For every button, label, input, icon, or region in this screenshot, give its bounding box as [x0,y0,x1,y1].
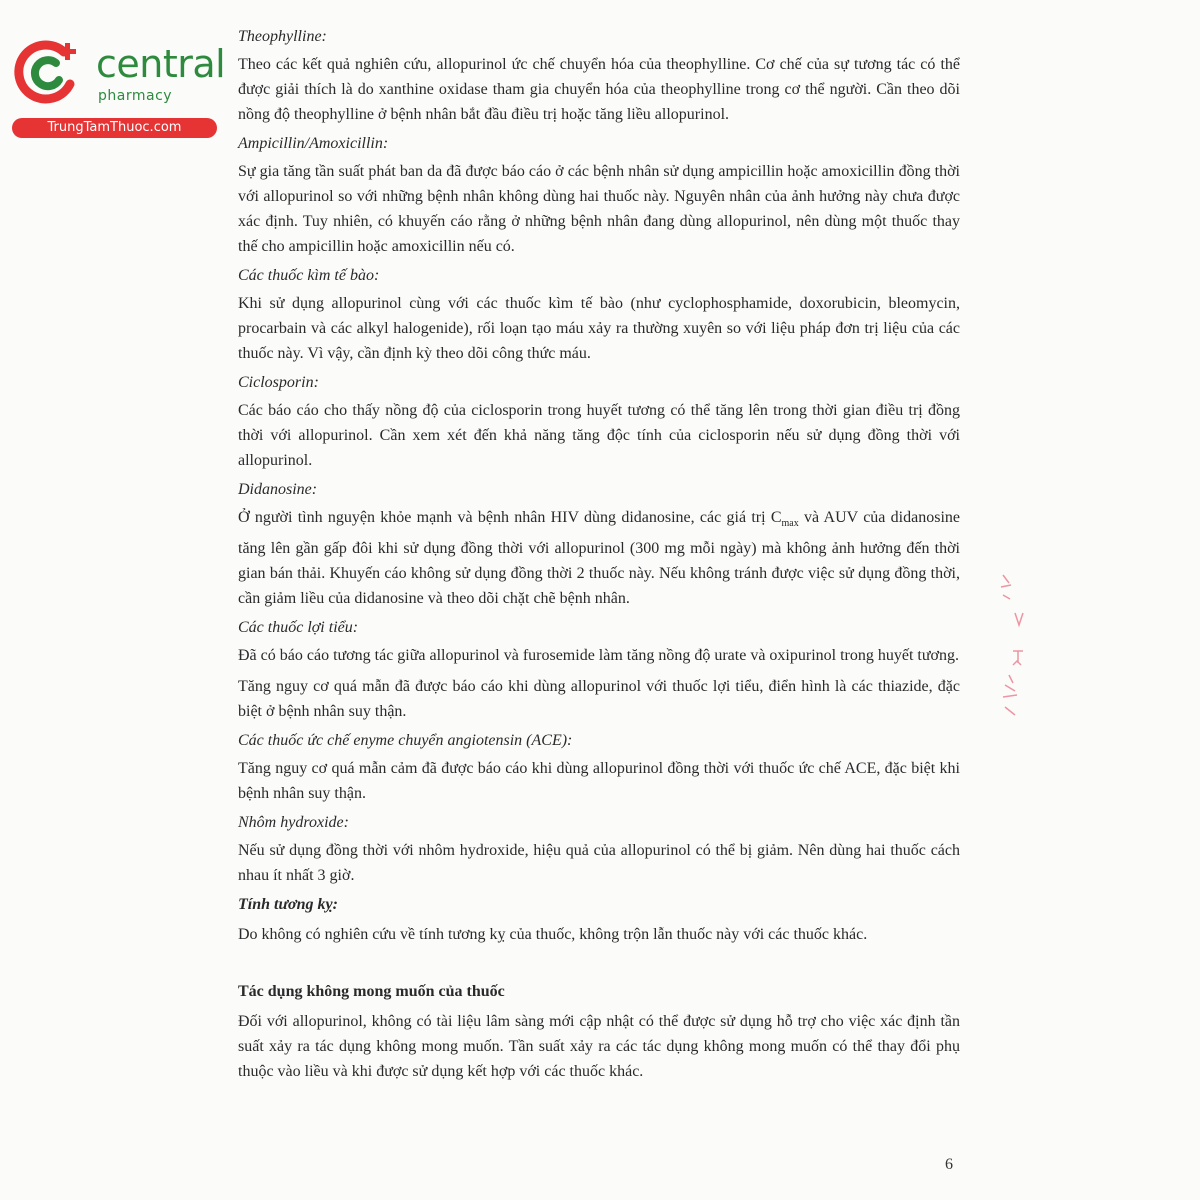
section-title: Didanosine: [238,481,318,498]
section-compatibility [238,894,960,947]
section-title: Các thuốc lợi tiểu: [238,619,359,637]
paragraph: Sự gia tăng tần suất phát ban da đã được báo cáo ở các bệnh nhân sử dụng ampicillin hoặc amoxicillin đồng thời với allopurinol so với những bệnh nhân không dùng hai thuốc này. Nguyên nhân của ảnh hưởng này chưa được xác định. Tuy nhiên, có khuyến cáo rằng ở những bệnh nhân đang dùng allopurinol, nên dùng một thuốc thay thế cho ampicillin hoặc amoxicillin nếu có. [238,163,960,255]
logo-subtitle: pharmacy [98,88,173,104]
logo-banner: TrungTamThuoc.com [12,118,217,138]
section-ciclosporin [238,372,960,473]
section-title: Nhôm hydroxide: [238,814,349,832]
document-body [238,26,960,1090]
section-heading: Tác dụng không mong muốn của thuốc [238,983,505,1001]
paragraph: Tăng nguy cơ quá mẫn cảm đã được báo cáo khi dùng allopurinol đồng thời với thuốc ức chế ACE, đặc biệt khi bệnh nhân suy thận. [238,760,960,803]
section-aluminium-hydroxide [238,812,960,888]
paragraph: Đã có báo cáo tương tác giữa allopurinol và furosemide làm tăng nồng độ urate và oxipurinol trong huyết tương. [238,647,959,665]
paragraph: Đối với allopurinol, không có tài liệu lâm sàng mới cập nhật có thể được sử dụng hỗ trợ cho việc xác định tần suất xảy ra tác dụng không mong muốn. Tần suất xảy ra các tác dụng không mong muốn có thể thay đổi phụ thuộc vào liều và khi được sử dụng kết hợp với các thuốc khác. [238,1013,960,1081]
section-adverse-effects [238,981,960,1084]
subscript: max [781,518,799,530]
paragraph: Khi sử dụng allopurinol cùng với các thuốc kìm tế bào (như cyclophosphamide, doxorubicin, bleomycin, procarbain và các alkyl halogenide), rối loạn tạo máu xảy ra thường xuyên so với liệu pháp đơn trị liệu của các thuốc này. Vì vậy, cần định kỳ theo dõi công thức máu. [238,295,960,362]
paragraph: Tăng nguy cơ quá mẫn đã được báo cáo khi dùng allopurinol với thuốc lợi tiểu, điển hình là các thiazide, đặc biệt ở bệnh nhân suy thận. [238,678,960,721]
section-theophylline [238,26,960,127]
section-diuretics [238,617,960,724]
section-ampicillin [238,133,960,259]
section-didanosine [238,479,960,611]
section-cytostatic [238,265,960,366]
brand-logo [8,36,226,136]
red-stamp-mark [995,565,1035,725]
section-title: Ciclosporin: [238,374,319,391]
section-title: Theophylline: [238,28,327,45]
section-title: Tính tương kỵ: [238,896,338,914]
page-number: 6 [945,1156,953,1173]
section-title: Ampicillin/Amoxicillin: [238,135,389,152]
paragraph: Các báo cáo cho thấy nồng độ của ciclosporin trong huyết tương có thể tăng lên trong thời gian điều trị đồng thời với allopurinol. Cần xem xét đến khả năng tăng độc tính của ciclosporin nếu sử dụng đồng thời với allopurinol. [238,402,960,469]
section-title: Các thuốc ức chế enyme chuyển angiotensin (ACE): [238,732,573,750]
paragraph: Do không có nghiên cứu về tính tương kỵ của thuốc, không trộn lẫn thuốc này với các thuốc khác. [238,926,868,944]
pharmacy-logo-icon [12,38,82,108]
paragraph [238,505,960,611]
text-part: Ở người tình nguyện khỏe mạnh và bệnh nhân HIV dùng didanosine, các giá trị C [238,509,782,526]
paragraph: Nếu sử dụng đồng thời với nhôm hydroxide, hiệu quả của allopurinol có thể bị giảm. Nên dùng hai thuốc cách nhau ít nhất 3 giờ. [238,842,960,885]
section-ace-inhibitors [238,730,960,806]
text-part: và AUV của didanosine tăng lên gần gấp đôi khi sử dụng đồng thời với allopurinol (300 mg mỗi ngày) mà không ảnh hưởng đến thời gian bán thải. Khuyến cáo không sử dụng đồng thời 2 thuốc này. Nếu không tránh được việc sử dụng đồng thời, cần giảm liều của didanosine và theo dõi chặt chẽ bệnh nhân. [238,509,960,608]
section-title: Các thuốc kìm tế bào: [238,267,380,284]
paragraph: Theo các kết quả nghiên cứu, allopurinol ức chế chuyển hóa của theophylline. Cơ chế của sự tương tác có thể được giải thích là do xanthine oxidase tham gia chuyển hóa của theophylline trong cơ thể người. Cần theo dõi nồng độ theophylline ở bệnh nhân bắt đầu điều trị hoặc tăng liều allopurinol. [238,56,960,123]
logo-wordmark: central [96,42,226,86]
